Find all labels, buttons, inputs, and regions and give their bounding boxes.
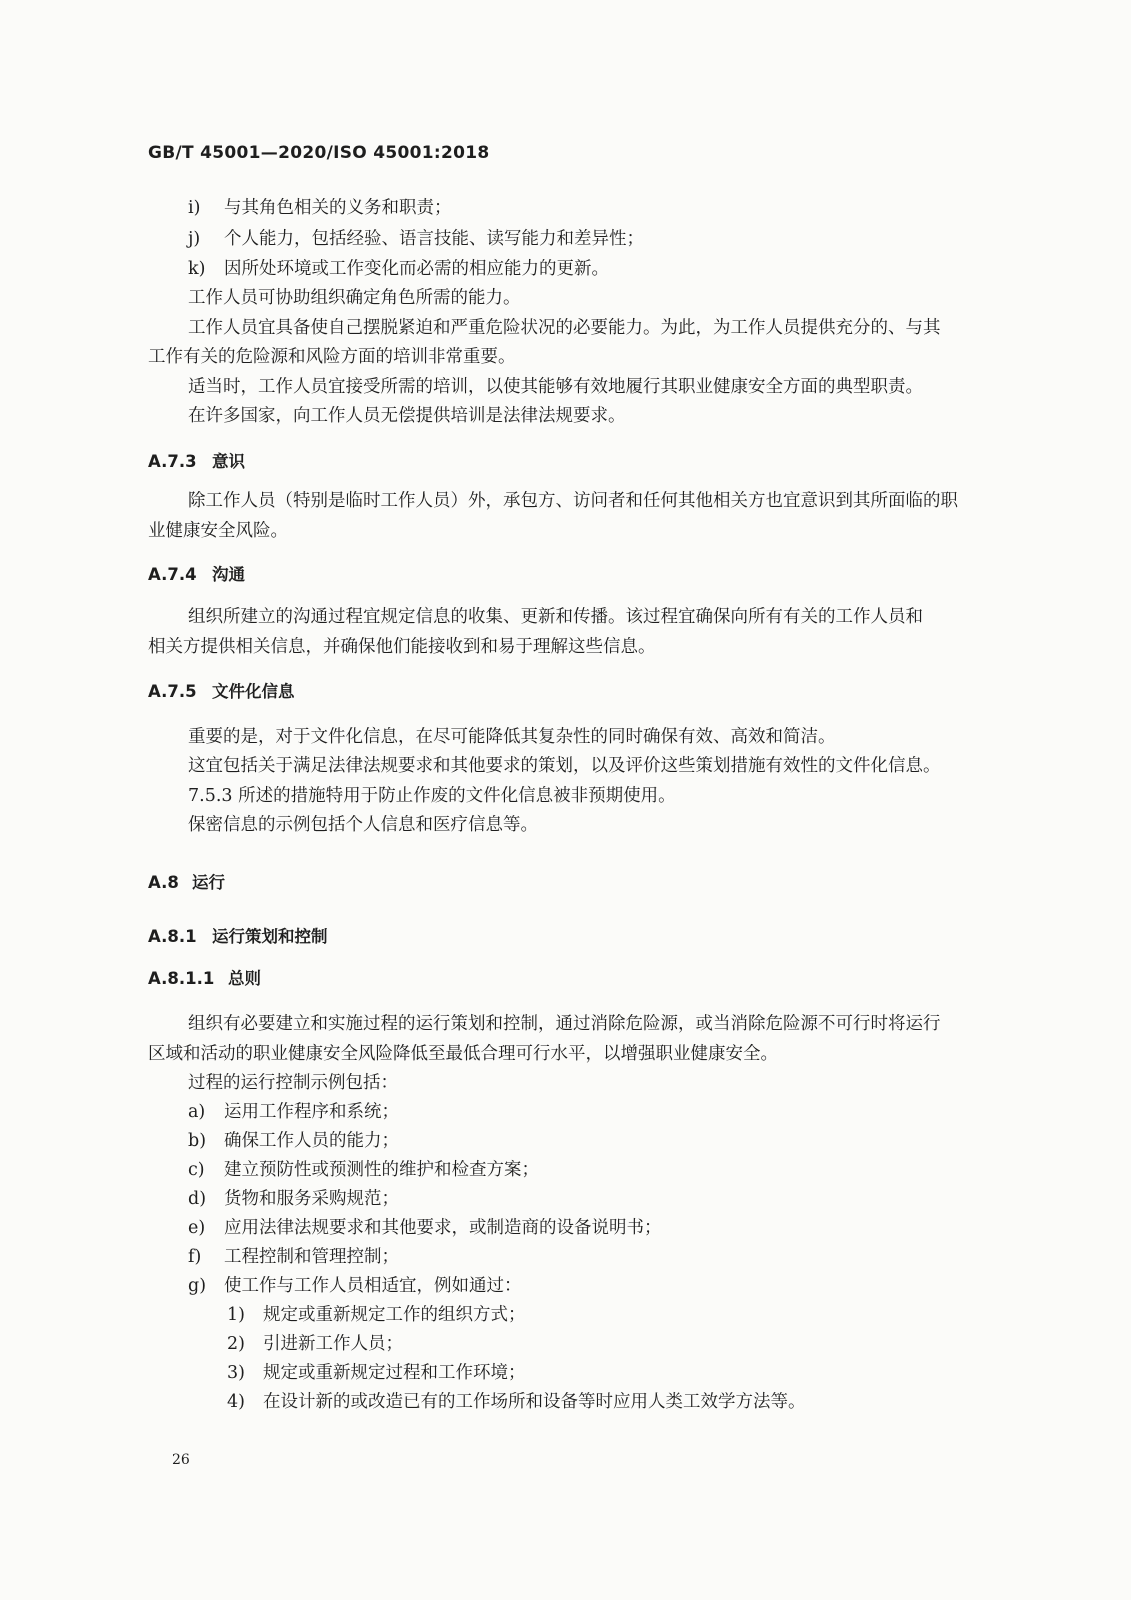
sub-list-item	[227, 1303, 526, 1327]
list-item	[188, 227, 644, 251]
sub-list-item	[227, 1361, 526, 1385]
sub-list-item-label: 1)	[227, 1305, 245, 1325]
paragraph: 在许多国家，向工作人员无偿提供培训是法律法规要求。	[188, 406, 626, 426]
list-item-label: g)	[188, 1276, 207, 1296]
sub-list-item	[227, 1332, 403, 1356]
section-heading-a73	[148, 450, 245, 474]
list-item-text: 应用法律法规要求和其他要求，或制造商的设备说明书；	[224, 1218, 662, 1238]
list-item-text: 运用工作程序和系统；	[224, 1102, 399, 1122]
paragraph-line: 除工作人员（特别是临时工作人员）外，承包方、访问者和任何其他相关方也宜意识到其所面临的职	[188, 491, 958, 511]
list-item-label: i)	[188, 198, 201, 218]
section-heading-a81	[148, 925, 328, 949]
section-title: 文件化信息	[212, 682, 295, 701]
section-title: 总则	[228, 969, 261, 988]
list-item-label: f)	[188, 1247, 202, 1267]
paragraph-line: 工作有关的危险源和风险方面的培训非常重要。	[148, 347, 516, 367]
paragraph: 7.5.3 所述的措施特用于防止作废的文件化信息被非预期使用。	[188, 786, 676, 806]
page-number: 26	[172, 1452, 190, 1468]
paragraph-line: 组织所建立的沟通过程宜规定信息的收集、更新和传播。该过程宜确保向所有有关的工作人员和	[188, 607, 923, 627]
paragraph: 这宜包括关于满足法律法规要求和其他要求的策划，以及评价这些策划措施有效性的文件化信息。	[188, 756, 941, 776]
paragraph: 重要的是，对于文件化信息，在尽可能降低其复杂性的同时确保有效、高效和简洁。	[188, 727, 836, 747]
list-item-label: e)	[188, 1218, 206, 1238]
list-item	[188, 196, 452, 220]
section-title: 沟通	[212, 565, 245, 584]
paragraph-line: 工作人员宜具备使自己摆脱紧迫和严重危险状况的必要能力。为此，为工作人员提供充分的、与其	[188, 318, 941, 338]
paragraph-line: 相关方提供相关信息，并确保他们能接收到和易于理解这些信息。	[148, 637, 656, 657]
section-number: A.7.4	[148, 565, 197, 584]
list-item	[188, 1187, 399, 1211]
list-item-label: k)	[188, 259, 206, 279]
section-title: 意识	[212, 452, 245, 471]
paragraph: 工作人员可协助组织确定角色所需的能力。	[188, 288, 521, 308]
list-item	[188, 1245, 399, 1269]
list-item	[188, 1216, 662, 1240]
list-item	[188, 1158, 539, 1182]
section-title: 运行	[192, 873, 225, 892]
list-item-text: 因所处环境或工作变化而必需的相应能力的更新。	[224, 259, 609, 279]
list-item-label: a)	[188, 1102, 206, 1122]
section-number: A.8	[148, 873, 179, 892]
list-item-text: 建立预防性或预测性的维护和检查方案；	[224, 1160, 539, 1180]
list-item	[188, 1129, 399, 1153]
list-item-text: 使工作与工作人员相适宜，例如通过：	[224, 1276, 522, 1296]
list-item-text: 货物和服务采购规范；	[224, 1189, 399, 1209]
list-item	[188, 257, 609, 281]
list-item-text: 确保工作人员的能力；	[224, 1131, 399, 1151]
paragraph: 保密信息的示例包括个人信息和医疗信息等。	[188, 815, 538, 835]
section-heading-a811	[148, 967, 261, 991]
sub-list-item-text: 引进新工作人员；	[263, 1334, 403, 1354]
paragraph: 过程的运行控制示例包括：	[188, 1073, 398, 1093]
paragraph-line: 业健康安全风险。	[148, 521, 288, 541]
section-heading-a74	[148, 563, 245, 587]
list-item-label: j)	[188, 229, 201, 249]
sub-list-item-label: 2)	[227, 1334, 245, 1354]
list-item	[188, 1100, 399, 1124]
paragraph: 适当时，工作人员宜接受所需的培训，以使其能够有效地履行其职业健康安全方面的典型职责。	[188, 377, 923, 397]
list-item-text: 工程控制和管理控制；	[224, 1247, 399, 1267]
sub-list-item-label: 3)	[227, 1363, 245, 1383]
paragraph-line: 组织有必要建立和实施过程的运行策划和控制，通过消除危险源，或当消除危险源不可行时将运行	[188, 1014, 941, 1034]
list-item-text: 个人能力，包括经验、语言技能、读写能力和差异性；	[224, 229, 644, 249]
section-number: A.8.1	[148, 927, 197, 946]
list-item-label: c)	[188, 1160, 205, 1180]
list-item	[188, 1274, 522, 1298]
sub-list-item-label: 4)	[227, 1392, 245, 1412]
section-number: A.8.1.1	[148, 969, 215, 988]
section-heading-a8	[148, 871, 225, 895]
section-title: 运行策划和控制	[212, 927, 328, 946]
list-item-text: 与其角色相关的义务和职责；	[224, 198, 452, 218]
paragraph-line: 区域和活动的职业健康安全风险降低至最低合理可行水平，以增强职业健康安全。	[148, 1044, 778, 1064]
sub-list-item-text: 规定或重新规定工作的组织方式；	[263, 1305, 526, 1325]
sub-list-item-text: 规定或重新规定过程和工作环境；	[263, 1363, 526, 1383]
section-number: A.7.5	[148, 682, 197, 701]
sub-list-item-text: 在设计新的或改造已有的工作场所和设备等时应用人类工效学方法等。	[263, 1392, 806, 1412]
list-item-label: b)	[188, 1131, 207, 1151]
list-item-label: d)	[188, 1189, 207, 1209]
standard-id-header: GB/T 45001—2020/ISO 45001:2018	[148, 143, 490, 163]
sub-list-item	[227, 1390, 806, 1414]
section-heading-a75	[148, 680, 295, 704]
section-number: A.7.3	[148, 452, 197, 471]
